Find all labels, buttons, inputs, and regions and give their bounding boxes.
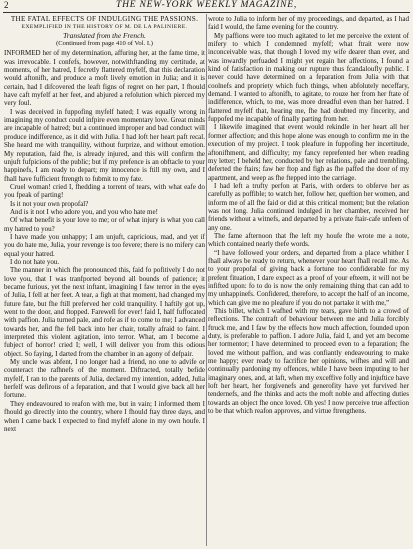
- paragraph: I had left a trufty perfon at Paris, with orders to obferve her as carefully as poffible; to watch her, follow her, queftion her women, and inform me of all fhe faid or did at this critical moment; but the relation was not long. Julia continued indulged in her chamber, received her friends without a witnefs, and departed by a private ftair-cafe unfeen of any one.: [208, 181, 409, 232]
- paragraph: wrote to Julia to inform her of my proceedings, and departed, as I had faid I would, the fame evening for the country.: [208, 15, 409, 32]
- continued-note: (Continued from page 410 of Vol. I.): [56, 40, 153, 48]
- paragraph: I have made you unhappy; I am unjuft, capricious, mad, and yet if you do hate me, Julia, your revenge is too fevere; there is no mifery can equal your hatred.: [4, 232, 205, 258]
- right-column: [208, 15, 409, 549]
- paragraph: The manner in which fhe pronounced this, faid fo pofitively I do not love you, that I was tranfported beyond all bounds of patience; it became furious, yet the next inftant, imagining I faw terror in the eyes of Julia, I fell at her feet. A tear, a figh at that moment, had changed my future fate, but fhe ftill preferved her cold tranquility. I haftily got up, went to the door, and ftopped. Farewell for ever! faid I, half fuffocated with paffion. Julia turned pale, and rofe as if to come to me; I advanced towards her, and fhe fell back into her chair, totally afraid to faint. I interpreted this violent agitation, into terror. What, am I become a fubject of horror! cried I; well, I will deliver you from this odious object. So faying, I darted from the chamber in an agony of defpair.: [4, 266, 205, 358]
- column-divider: [206, 14, 207, 546]
- paragraph: They endeavoured to reafon with me, but in vain; I informed them I fhould go directly into the country, where I fhould ftay three days, and when I came back I expected to find myfelf alone in my own houfe. I next: [4, 399, 205, 433]
- masthead-title: THE NEW-YORK WEEKLY MAGAZINE,: [116, 0, 297, 10]
- article-subtitle: EXEMPLIFIED IN THE HISTORY OF M. DE LA PALINIERE.: [21, 24, 188, 31]
- paragraph: I do not hate you.: [10, 257, 60, 266]
- paragraph: This billet, which I wafhed with my tears, gave birth to a crowd of reflections. The contraft of behaviour between me and Julia forcibly ftruck me, and I faw by the effects how much affection, founded upon duty, is preferable to paffion. I adore Julia, faid I, and yet am become her tormentor; I have determined to proceed even to a feparation; fhe loved me without paffion, and was confiantly endeavouring to make me happy; ever ready to facrifice her opinions, wifhes and will and continually pardoning my offences, while I have been imputing to her imaginary ones, and, at laft, when my exceffive folly and injuftice have loft her heart, her forgivenefs and generofity have yet furvived her tendernefs, and fhe thinks and acts the moft noble and affecting duties towards an object fhe once loved. Oh yes! I now perceive true affection to be that which reafon approves, and virtue ftrengthens.: [208, 307, 409, 416]
- paragraph: INFORMED her of my determination, affuring her, at the fame time, it was irrevocable. I confefs, however, notwithftanding my certitude, at moments, of her hatred, I fecretly flattered myfelf, that this declaration would aftonifh, and produce a moft lively emotion in Julia; and it is certain, had I difcovered the leaft figns of regret on her part, I fhould have caft myfelf at her feet, and abjured a refolution which pierced my very foul.: [4, 49, 205, 108]
- article-title: THE FATAL EFFECTS OF INDULGING THE PASSIONS.: [10, 15, 199, 23]
- page-number: 2: [4, 0, 9, 10]
- left-column-body: [4, 49, 205, 433]
- header-rule: [3, 12, 410, 13]
- paragraph: I was deceived in fuppofing myfelf hated; I was equally wrong in imagining my conduct could infpire even momentary love. Great minds are incapable of hatred; but a continued improper and bad conduct will produce indifference, as it did with Julia. I had loft her heart paft recal. She heard me with tranquility, without furprize, and without emotion. My reputation, faid fhe, is already injured, and this will confirm the unjuft fufpicions of the public; but if my prefence is an obftacle to your happinefs, I am ready to depart; my innocence is ftill my own, and I fhall have fufficient ftrength to fubmit to my fate.: [4, 107, 205, 183]
- right-column-body: [208, 15, 409, 416]
- paragraph: “I have followed your orders, and departed from a place whither I fhall always be ready to return, whenever your heart fhall recall me. As to your propofal of giving back a fortune too confiderable for my prefent fituation, I dare expect as a proof of your efteem, it will not be infifted upon: fo to do is now the only remaining thing that can add to my unhappinefs. Confidered, therefore, to accept the half of an income, which can give me no pleafure if you do not partake it with me,”: [208, 248, 409, 307]
- left-column: [4, 15, 205, 549]
- paragraph: And is it not I who adore you, and you who hate me!: [10, 207, 158, 216]
- paragraph: The fame afternoon that fhe left my houfe fhe wrote me a note, which contained nearly thefe words.: [208, 231, 409, 249]
- paragraph: I likewife imagined that event would rekindle in her heart all her former affection; and this hope alone was enough to confirm me in the execution of my project. I took pleafure in fuppofing her incertitude, aftonifhment, and difficulty; my fancy reprefented her when reading my letter; I beheld her, conducted by her relations, pale and trembling, deferted the ftairs; faw her ftop and figh as fhe paffed the door of my apartment, and weep as fhe ftepped into the carriage.: [208, 123, 409, 182]
- translated-note: Translated from the French.: [63, 30, 146, 40]
- paragraph: Of what benefit is your love to me; or of what injury is what you call my hatred to you?: [4, 216, 205, 233]
- paragraph: Is it not your own propofal?: [10, 199, 89, 208]
- paragraph: My paffions were too much agitated to let me perceive the extent of mifery to which I condemned myfelf; what ftrait were now inconceivable was, that though I loved my wife dearer than ever, and was inwardly perfuaded I might yet regain her affections, I found a kind of fatisfaction in making our rupture thus fcandaloufly public. I never could have determined on a feparation from Julia with that coolnefs and propriety which fuch things, when abfolutely neceffary, demand. I wanted to aftonifh, to agitate, to rouze her from her ftate of indifference, which, to me, was more dreadful even than her hatred. I flattered myfelf that, hearing me, fhe had doubted my fincerity, and fuppofed me incapable of finally parting from her.: [208, 31, 409, 124]
- paragraph: My uncle was abfent, I no longer had a friend, no one to advife or counteract the rafhnefs of the moment. Diftracted, totally befide myfelf, I ran to the parents of Julia, declared my intention, added, Julia herfelf was defirous of a feparation, and that I would give back all her fortune.: [4, 358, 205, 400]
- paragraph: Cruel woman! cried I, fhedding a torrent of tears, with what eafe do you fpeak of parting!: [4, 182, 205, 200]
- page-header: [0, 0, 413, 12]
